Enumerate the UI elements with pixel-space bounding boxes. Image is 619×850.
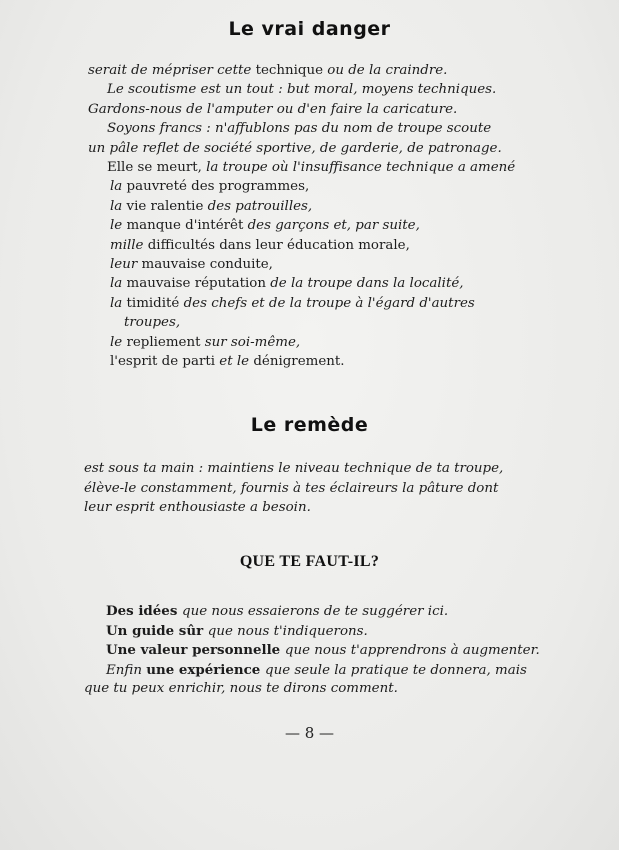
text-segment: mauvaise réputation <box>126 276 271 292</box>
text-line <box>106 622 368 641</box>
text-segment: technique <box>255 63 328 78</box>
text-segment: un pâle reflet de société sportive, de garderie, de patronage. <box>88 140 502 156</box>
text-segment: Soyons francs : n'affublons pas du nom de troupe scoute <box>107 121 492 137</box>
text-line <box>110 256 273 274</box>
text-segment: que nous t'indiquerons. <box>207 623 368 639</box>
text-segment: Gardons-nous de l'amputer ou d'en faire la caricature. <box>88 101 458 117</box>
text-line <box>88 101 457 119</box>
text-segment: dénigrement. <box>253 354 345 369</box>
text-line <box>84 480 498 498</box>
text-segment: la <box>110 198 127 214</box>
text-segment: de la troupe dans la localité, <box>270 276 464 292</box>
text-line <box>107 120 491 138</box>
text-line <box>88 140 502 158</box>
text-segment: timidité <box>126 295 184 311</box>
text-line <box>84 680 398 698</box>
text-segment: que nous t'apprendrons à augmenter. <box>284 643 540 659</box>
text-segment: Elle se meurt, <box>107 160 207 175</box>
text-segment: pauvreté des programmes, <box>126 179 310 195</box>
text-segment: mille <box>110 237 148 253</box>
text-line <box>106 602 448 621</box>
text-line <box>110 334 300 352</box>
text-line <box>107 81 496 99</box>
text-line <box>88 62 447 80</box>
text-segment: des patrouilles, <box>207 198 313 214</box>
text-segment: que seule la pratique te donnera, mais <box>265 662 527 678</box>
text-segment: Une valeur personnelle <box>106 642 285 659</box>
text-segment: le <box>110 218 127 234</box>
text-segment: que nous essaierons de te suggérer ici. <box>182 604 449 619</box>
text-line <box>110 198 312 216</box>
text-segment: ou de la craindre. <box>327 63 448 78</box>
text-segment: Des idées <box>106 603 183 619</box>
text-line <box>110 178 309 196</box>
text-segment: et le <box>219 354 254 369</box>
text-segment: l'esprit de parti <box>110 354 220 369</box>
text-segment: élève-le constamment, fournis à tes éclaireurs la pâture dont <box>84 480 499 496</box>
text-line <box>110 353 345 371</box>
text-segment: la <box>110 179 127 195</box>
text-line <box>84 499 311 517</box>
text-line <box>107 159 515 177</box>
text-segment: des garçons et, par suite, <box>247 218 420 234</box>
text-segment: vie ralentie <box>126 198 208 214</box>
text-segment: Enfin <box>106 662 147 678</box>
text-line <box>124 314 180 332</box>
text-segment: serait de mépriser cette <box>88 63 256 78</box>
text-line <box>110 217 420 235</box>
text-line <box>84 460 503 478</box>
text-line <box>106 661 527 680</box>
text-segment: repliement <box>126 334 205 350</box>
text-segment: Le scoutisme est un tout : but moral, moyens techniques. <box>107 82 497 98</box>
text-segment: troupes, <box>124 315 181 331</box>
text-segment: la <box>110 295 127 311</box>
text-segment: que tu peux enrichir, nous te dirons comment. <box>84 681 398 697</box>
text-segment: sur soi-même, <box>204 334 301 350</box>
text-segment: une expérience <box>146 661 265 678</box>
section-heading-remede: Le remède <box>250 414 369 436</box>
section-heading-que-te-faut-il: QUE TE FAUT-IL? <box>239 553 380 570</box>
text-segment: le <box>110 334 127 350</box>
page-number: — 8 — <box>284 724 335 742</box>
text-segment: leur esprit enthousiaste a besoin. <box>84 500 311 515</box>
section-heading-vrai-danger: Le vrai danger <box>228 18 391 40</box>
text-line <box>110 275 464 293</box>
text-segment: Un guide sûr <box>106 622 208 639</box>
text-line <box>110 295 475 313</box>
text-segment: leur <box>110 257 142 272</box>
text-line <box>106 641 540 660</box>
text-segment: difficultés dans leur éducation morale, <box>147 237 410 253</box>
text-segment: la troupe où l'insuffisance technique a amené <box>206 160 516 175</box>
text-line <box>110 237 410 255</box>
text-segment: manque d'intérêt <box>126 218 248 234</box>
text-segment: est sous ta main : maintiens le niveau technique de ta troupe, <box>84 461 504 476</box>
text-segment: des chefs et de la troupe à l'égard d'autres <box>183 295 475 311</box>
text-segment: la <box>110 276 127 292</box>
text-segment: mauvaise conduite, <box>141 257 273 272</box>
